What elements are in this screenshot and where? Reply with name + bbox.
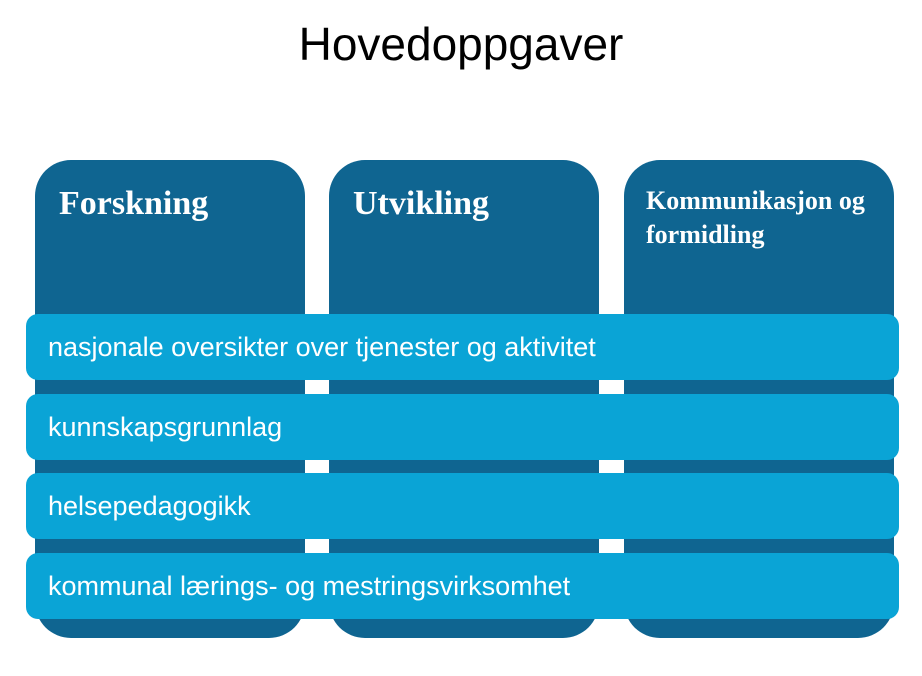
band-helsepedagogikk [26, 473, 899, 539]
band-kommunal-virksomhet [26, 553, 899, 619]
band-label: kommunal lærings- og mestringsvirksomhet [48, 570, 571, 601]
slide-title: Hovedoppgaver [298, 18, 624, 70]
band-label: kunnskapsgrunnlag [48, 411, 283, 442]
band-kunnskapsgrunnlag [26, 394, 899, 460]
band-label: nasjonale oversikter over tjenester og aktivitet [48, 331, 596, 362]
column-label: Utvikling [353, 185, 490, 222]
column-label: Kommunikasjon og formidling [646, 186, 865, 249]
band-nasjonale-oversikter [26, 314, 899, 380]
band-label: helsepedagogikk [48, 490, 251, 521]
column-label: Forskning [59, 185, 209, 222]
